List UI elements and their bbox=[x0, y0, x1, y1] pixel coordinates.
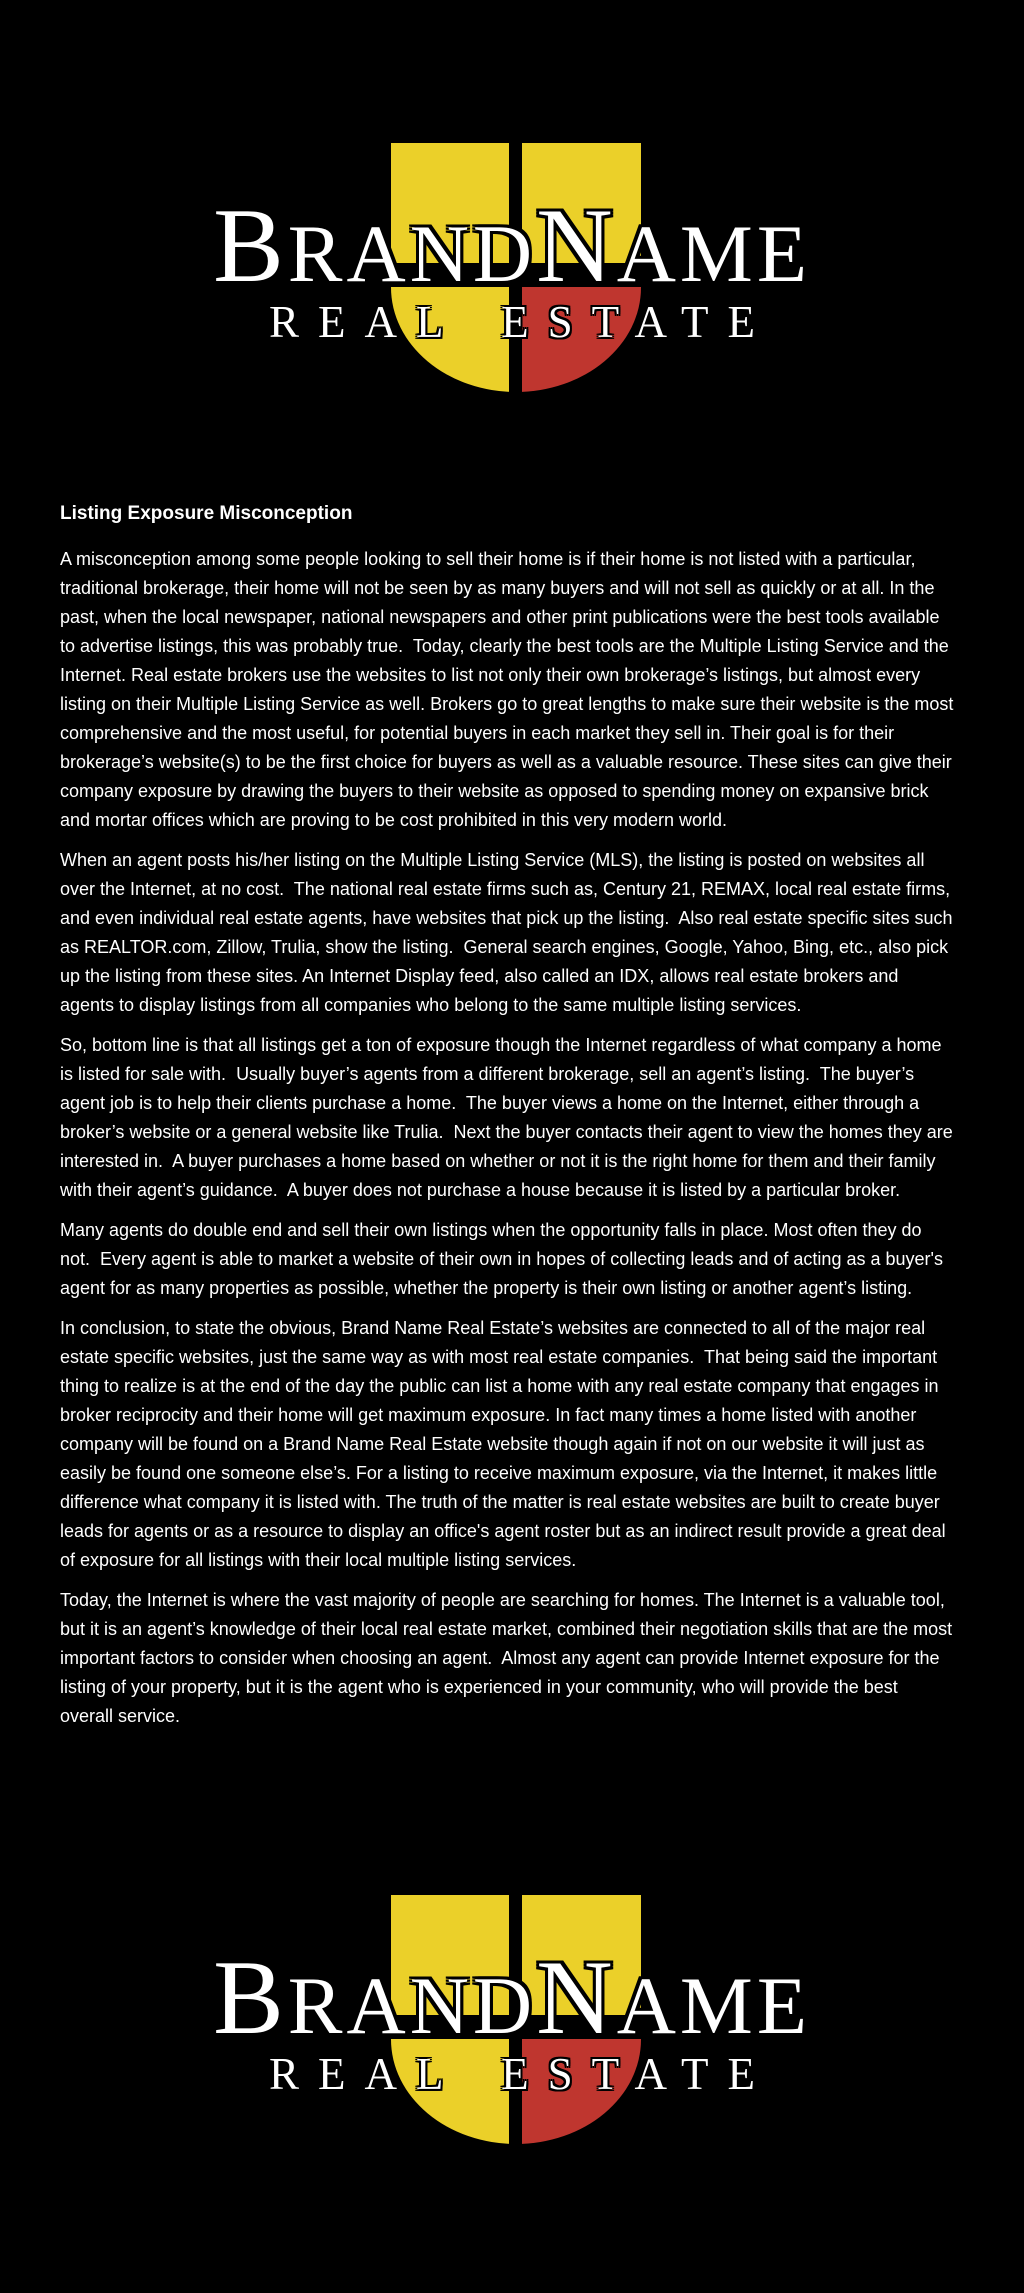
paragraph: A misconception among some people looking to sell their home is if their home is not listed with a particular, traditional brokerage, their home will not be seen by as many buyers and will not sell as quickly or at all. In the past, when the local newspaper, national newspapers and other print publications were the best tools available to advertise listings, this was probably true. Today, clearly the best tools are the Multiple Listing Service and the Internet. Real estate brokers use the websites to list not only their own brokerage’s listings, but almost every listing on their Multiple Listing Service as well. Brokers go to great lengths to make sure their website is the most comprehensive and the most useful, for potential buyers in each market they sell in. Their goal is for their brokerage’s website(s) to be the first choice for buyers as well as a valuable resource. These sites can give their company exposure by drawing the buyers to their website as opposed to spending money on expansive brick and mortar offices which are proving to be cost prohibited in this very modern world. bbox=[60, 549, 959, 830]
brand-subtitle: REAL ESTATE bbox=[269, 2049, 774, 2099]
wordmark-letter: N bbox=[536, 187, 617, 304]
wordmark-letters: AME bbox=[616, 1960, 811, 2051]
paragraph: Many agents do double end and sell their own listings when the opportunity falls in place. Most often they do not. Every agent is able to market a website of their own in hopes of collecting leads and of acting as a buyer's agent for as many properties as possible, whether the property is their own listing or another agent’s listing. bbox=[60, 1220, 948, 1298]
wordmark-letter: B bbox=[213, 187, 288, 304]
brand-subtitle: REAL ESTATE bbox=[269, 297, 774, 347]
brand-logo-bottom bbox=[0, 1895, 1024, 2155]
paragraph: When an agent posts his/her listing on the Multiple Listing Service (MLS), the listing is posted on websites all over the Internet, at no cost. The national real estate firms such as, Century 21, REMAX, local real estate firms, and even individual real estate agents, have websites that pick up the listing. Also real estate specific sites such as REALTOR.com, Zillow, Trulia, show the listing. General search engines, Google, Yahoo, Bing, etc., also pick up the listing from these sites. An Internet Display feed, also called an IDX, allows real estate brokers and agents to display listings from all companies who belong to the same multiple listing services. bbox=[60, 850, 958, 1015]
wordmark-letter: N bbox=[536, 1939, 617, 2056]
article-body bbox=[60, 545, 959, 1742]
article-heading: Listing Exposure Misconception bbox=[60, 503, 353, 524]
wordmark-letters: RAND bbox=[287, 208, 537, 299]
paragraph: Today, the Internet is where the vast majority of people are searching for homes. The Internet is a valuable tool, but it is an agent’s knowledge of their local real estate market, combined their negotiation skills that are the most important factors to consider when choosing an agent. Almost any agent can provide Internet exposure for the listing of your property, but it is the agent who is experienced in your community, who will provide the best overall service. bbox=[60, 1590, 958, 1726]
brand-logo-top bbox=[0, 143, 1024, 403]
paragraph: In conclusion, to state the obvious, Brand Name Real Estate’s websites are connected to all of the major real estate specific websites, just the same way as with most real estate companies. That being said the important thing to realize is at the end of the day the public can list a home with any real estate company that engages in broker reciprocity and their home will get maximum exposure. In fact many times a home listed with another company will be found on a Brand Name Real Estate website though again if not on our website it will just as easily be found one someone else’s. For a listing to receive maximum exposure, via the Internet, it makes little difference what company it is listed with. The truth of the matter is real estate websites are built to create buyer leads for agents or as a resource to display an office's agent roster but as an indirect result provide a great deal of exposure for all listings with their local multiple listing services. bbox=[60, 1318, 951, 1570]
paragraph: So, bottom line is that all listings get a ton of exposure though the Internet regardless of what company a home is listed for sale with. Usually buyer’s agents from a different brokerage, sell an agent’s listing. The buyer’s agent job is to help their clients purchase a home. The buyer views a home on the Internet, either through a broker’s website or a general website like Trulia. Next the buyer contacts their agent to view the homes they are interested in. A buyer purchases a home based on whether or not it is the right home for them and their family with their agent’s guidance. A buyer does not purchase a house because it is listed by a particular broker. bbox=[60, 1035, 958, 1200]
wordmark-letters: AME bbox=[616, 208, 811, 299]
brand-wordmark bbox=[0, 1939, 1024, 2056]
wordmark-letters: RAND bbox=[287, 1960, 537, 2051]
wordmark-letter: B bbox=[213, 1939, 288, 2056]
brand-wordmark bbox=[0, 187, 1024, 304]
